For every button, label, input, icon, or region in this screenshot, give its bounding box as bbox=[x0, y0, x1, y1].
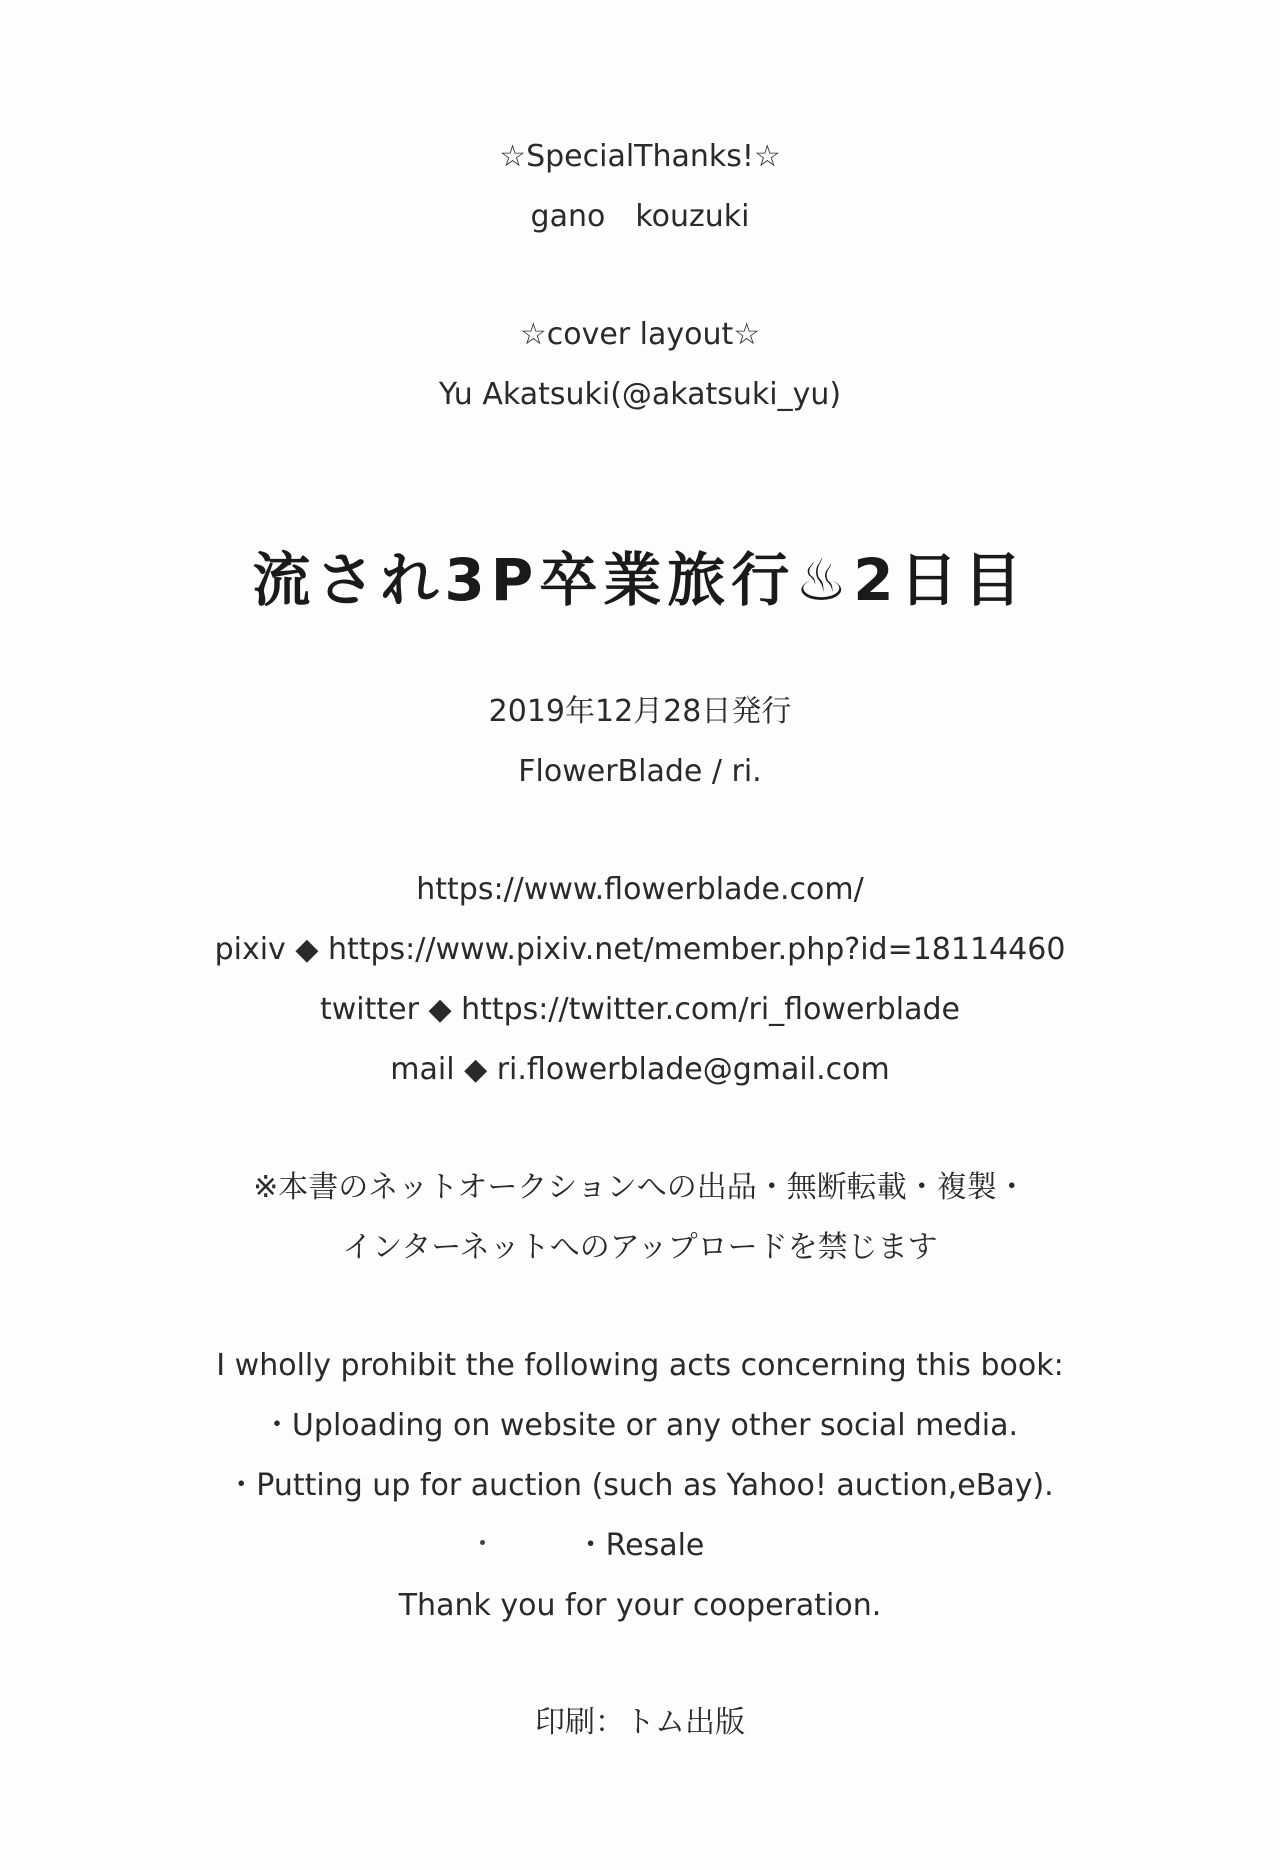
notice-jp-line-1: ※本書のネットオークションへの出品・無断転載・複製・ bbox=[253, 1170, 1027, 1205]
circle-name: FlowerBlade / ri. bbox=[518, 754, 762, 789]
printer-credit: 印刷：トム出版 bbox=[535, 1705, 745, 1740]
notice-en-line-1: I wholly prohibit the following acts concerning this book: bbox=[216, 1348, 1064, 1383]
twitter-link[interactable]: twitter ◆ https://twitter.com/ri_flowerblade bbox=[319, 992, 961, 1027]
notice-jp-line-2: インターネットへのアップロードを禁じます bbox=[342, 1230, 938, 1265]
cover-layout-heading: ☆cover layout☆ bbox=[519, 317, 761, 352]
book-title: 流され3P卒業旅行♨2日目 bbox=[252, 546, 1028, 614]
stray-dot-mark bbox=[480, 1540, 485, 1545]
special-thanks-names: gano kouzuki bbox=[530, 199, 750, 234]
notice-en-line-5: Thank you for your cooperation. bbox=[398, 1588, 882, 1623]
notice-en-line-4: ・Resale bbox=[575, 1528, 705, 1563]
notice-en-line-3: ・Putting up for auction (such as Yahoo! auction,eBay). bbox=[226, 1468, 1054, 1503]
website-link[interactable]: https://www.flowerblade.com/ bbox=[416, 872, 864, 907]
cover-layout-credit: Yu Akatsuki(@akatsuki_yu) bbox=[438, 377, 842, 412]
pixiv-link[interactable]: pixiv ◆ https://www.pixiv.net/member.php?id=18114460 bbox=[214, 932, 1066, 967]
special-thanks-heading: ☆SpecialThanks!☆ bbox=[499, 139, 781, 174]
mail-link[interactable]: mail ◆ ri.flowerblade@gmail.com bbox=[390, 1052, 890, 1087]
notice-en-line-2: ・Uploading on website or any other social media. bbox=[261, 1408, 1019, 1443]
publication-date: 2019年12月28日発行 bbox=[488, 694, 792, 729]
